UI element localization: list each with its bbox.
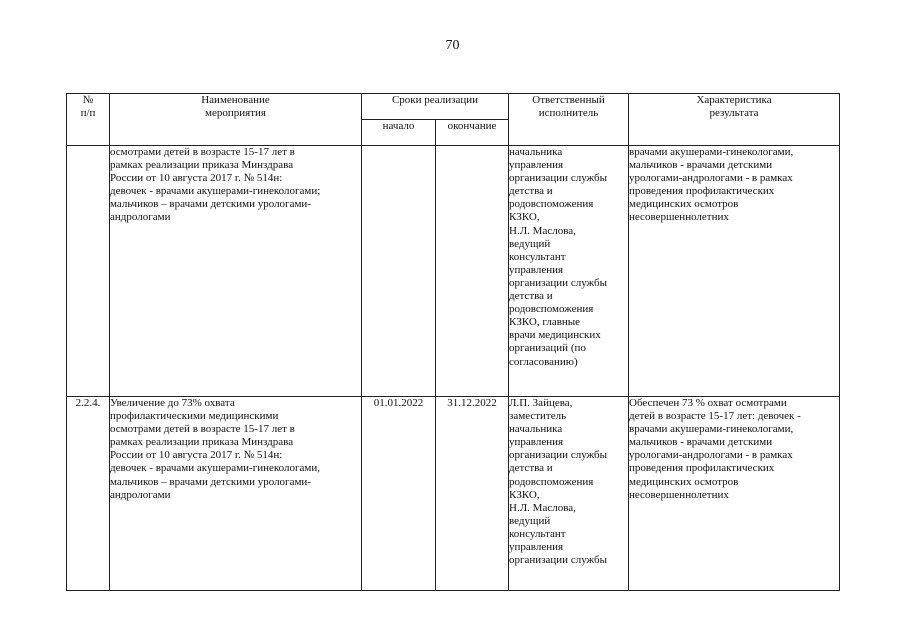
measures-table bbox=[66, 93, 840, 591]
header-responsible: Ответственный исполнитель bbox=[509, 94, 629, 146]
header-end: окончание bbox=[436, 120, 509, 146]
row-result: Обеспечен 73 % охват осмотрами детей в возрасте 15-17 лет: девочек - врачами акушерами-гинекологами, мальчиков - врачами детскими урологами-андрологами - в рамках проведения профилактических медицинских осмотров несовершеннолетних bbox=[629, 397, 840, 591]
table-row bbox=[67, 146, 840, 397]
header-name: Наименование мероприятия bbox=[110, 94, 362, 146]
row-name: осмотрами детей в возрасте 15-17 лет в рамках реализации приказа Минздрава России от 10 августа 2017 г. № 514н: девочек - врачами акушерами-гинекологами; мальчиков – врачами детскими урологами- андрологами bbox=[110, 146, 362, 397]
row-start bbox=[362, 146, 436, 397]
header-number: № п/п bbox=[67, 94, 110, 146]
row-responsible: Л.П. Зайцева, заместитель начальника управления организации службы детства и родовспоможения КЗКО, Н.Л. Маслова, ведущий консультант управления организации службы bbox=[509, 397, 629, 591]
header-period: Сроки реализации bbox=[362, 94, 509, 120]
row-start: 01.01.2022 bbox=[362, 397, 436, 591]
row-name: Увеличение до 73% охвата профилактическими медицинскими осмотрами детей в возрасте 15-17 лет в рамках реализации приказа Минздрава России от 10 августа 2017 г. № 514н: девочек - врачами акушерами-гинекологами, мальчиков – врачами детскими урологами- андрологами bbox=[110, 397, 362, 591]
table-row bbox=[67, 397, 840, 591]
row-number bbox=[67, 146, 110, 397]
row-number: 2.2.4. bbox=[67, 397, 110, 591]
header-start: начало bbox=[362, 120, 436, 146]
row-end bbox=[436, 146, 509, 397]
header-result: Характеристика результата bbox=[629, 94, 840, 146]
row-end: 31.12.2022 bbox=[436, 397, 509, 591]
row-responsible: начальника управления организации службы детства и родовспоможения КЗКО, Н.Л. Маслова, ведущий консультант управления организации службы детства и родовспоможения КЗКО, главные врачи медицинских организаций (по согласованию) bbox=[509, 146, 629, 397]
page-number: 70 bbox=[445, 38, 460, 53]
row-result: врачами акушерами-гинекологами, мальчиков - врачами детскими урологами-андрологами - в рамках проведения профилактических медицинских осмотров несовершеннолетних bbox=[629, 146, 840, 397]
